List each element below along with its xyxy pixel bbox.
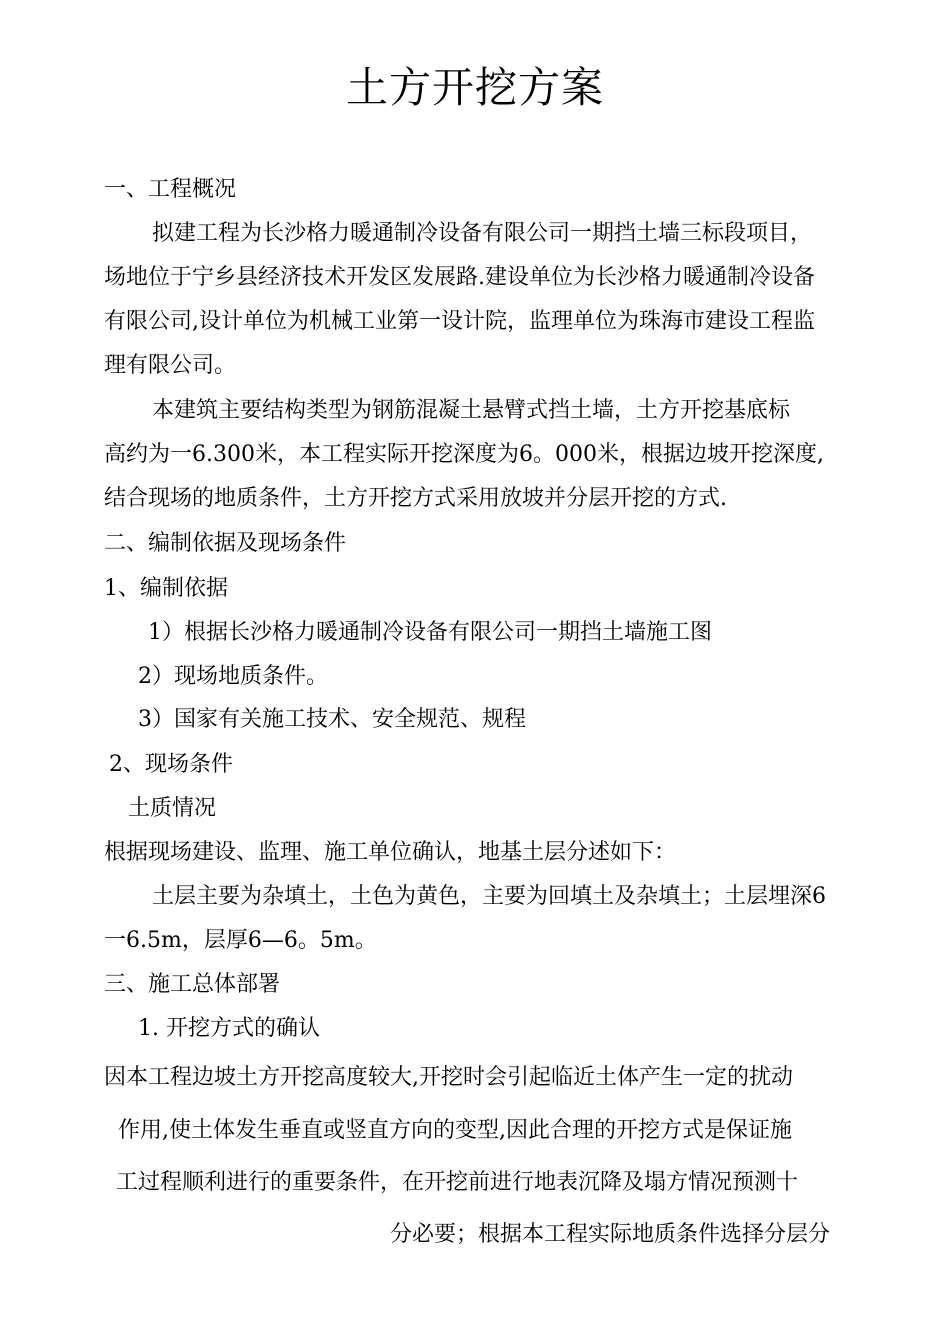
document-title: 土方开挖方案 [345,63,604,112]
subsection-heading: 1. 开挖方式的确认 [138,1016,320,1041]
paragraph-line: 分必要；根据本工程实际地质条件选择分层分 [390,1222,831,1247]
paragraph-line: 根据现场建设、监理、施工单位确认，地基土层分述如下： [104,840,677,865]
paragraph-line: 作用,使土体发生垂直或竖直方向的变型,因此合理的开挖方式是保证施 [118,1118,792,1143]
paragraph-line: 场地位于宁乡县经济技术开发区发展路.建设单位为长沙格力暖通制冷设备 [104,265,815,290]
paragraph-line: 工过程顺利进行的重要条件，在开挖前进行地表沉降及塌方情况预测十 [116,1170,799,1195]
section3-heading: 三、施工总体部署 [104,972,281,997]
subsection-heading: 2、现场条件 [109,752,233,777]
list-item: 3）国家有关施工技术、安全规范、规程 [138,707,526,732]
subsection-heading: 1、编制依据 [104,576,228,601]
paragraph-line: 一6.5m，层厚6—6。5m。 [104,928,377,953]
paragraph-line: 因本工程边坡土方开挖高度较大,开挖时会引起临近土体产生一定的扰动 [104,1065,793,1090]
paragraph-line: 有限公司,设计单位为机械工业第一设计院，监理单位为珠海市建设工程监 [104,309,815,334]
paragraph-line: 本建筑主要结构类型为钢筋混凝土悬臂式挡土墙，土方开挖基底标 [152,398,791,423]
paragraph-line: 拟建工程为长沙格力暖通制冷设备有限公司一期挡土墙三标段项目， [152,221,813,246]
list-item: 2）现场地质条件。 [138,664,328,689]
section1-heading: 一、工程概况 [104,177,237,202]
soil-heading: 土质情况 [128,796,217,821]
paragraph-line: 土层主要为杂填土，土色为黄色，主要为回填土及杂填土；土层埋深6 [152,884,826,909]
list-item: 1）根据长沙格力暖通制冷设备有限公司一期挡土墙施工图 [148,620,712,645]
paragraph-line: 结合现场的地质条件，土方开挖方式采用放坡并分层开挖的方式. [104,486,727,511]
paragraph-line: 高约为一6.300米，本工程实际开挖深度为6。000米，根据边坡开挖深度, [104,442,824,467]
section2-heading: 二、编制依据及现场条件 [104,531,347,556]
paragraph-line: 理有限公司。 [104,353,237,378]
